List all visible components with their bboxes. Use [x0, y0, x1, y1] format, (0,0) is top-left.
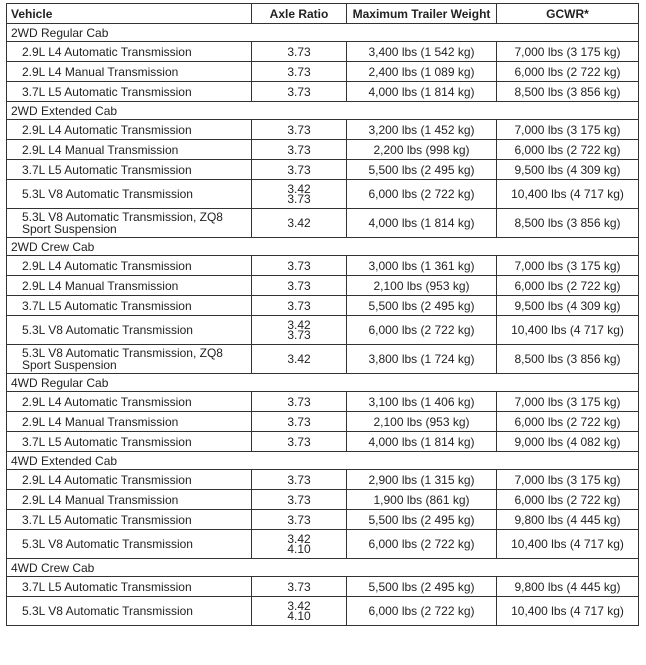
max-trailer-weight-cell: 6,000 lbs (2 722 kg) [347, 316, 497, 345]
table-row [7, 42, 639, 62]
engine-cell: 5.3L V8 Automatic Transmission [7, 316, 252, 345]
axle-ratio-value: 3.73 [287, 278, 311, 293]
gcwr-cell: 6,000 lbs (2 722 kg) [497, 62, 639, 82]
engine-cell: 3.7L L5 Automatic Transmission [7, 160, 252, 180]
table-row [7, 120, 639, 140]
axle-ratio-cell [252, 82, 347, 102]
engine-cell: 5.3L V8 Automatic Transmission [7, 530, 252, 559]
max-trailer-weight-cell: 2,400 lbs (1 089 kg) [347, 62, 497, 82]
table-row [7, 62, 639, 82]
group-row [7, 452, 639, 470]
max-trailer-weight-cell: 4,000 lbs (1 814 kg) [347, 209, 497, 238]
max-trailer-weight-cell: 6,000 lbs (2 722 kg) [347, 597, 497, 626]
axle-ratio-cell [252, 140, 347, 160]
engine-cell: 3.7L L5 Automatic Transmission [7, 432, 252, 452]
max-trailer-weight-cell: 6,000 lbs (2 722 kg) [347, 530, 497, 559]
engine-cell: 2.9L L4 Manual Transmission [7, 140, 252, 160]
engine-cell: 2.9L L4 Automatic Transmission [7, 256, 252, 276]
axle-ratio-value: 4.10 [287, 542, 311, 556]
max-trailer-weight-cell: 5,500 lbs (2 495 kg) [347, 296, 497, 316]
group-row [7, 374, 639, 392]
table-row [7, 209, 639, 238]
group-title: 4WD Regular Cab [7, 374, 639, 392]
group-title: 2WD Extended Cab [7, 102, 639, 120]
table-row [7, 160, 639, 180]
max-trailer-weight-cell: 3,400 lbs (1 542 kg) [347, 42, 497, 62]
max-trailer-weight-cell: 5,500 lbs (2 495 kg) [347, 160, 497, 180]
axle-ratio-value: 3.73 [287, 64, 311, 79]
gcwr-cell: 8,500 lbs (3 856 kg) [497, 209, 639, 238]
gcwr-cell: 9,800 lbs (4 445 kg) [497, 510, 639, 530]
table-row [7, 530, 639, 559]
gcwr-cell: 7,000 lbs (3 175 kg) [497, 256, 639, 276]
axle-ratio-cell [252, 62, 347, 82]
axle-ratio-cell [252, 209, 347, 238]
gcwr-cell: 9,000 lbs (4 082 kg) [497, 432, 639, 452]
engine-cell: 3.7L L5 Automatic Transmission [7, 577, 252, 597]
table-row [7, 432, 639, 452]
axle-ratio-value: 3.73 [287, 122, 311, 137]
engine-cell: 2.9L L4 Manual Transmission [7, 412, 252, 432]
axle-ratio-value: 3.73 [287, 84, 311, 99]
engine-cell: 3.7L L5 Automatic Transmission [7, 296, 252, 316]
axle-ratio-value: 3.73 [287, 492, 311, 507]
max-trailer-weight-cell: 1,900 lbs (861 kg) [347, 490, 497, 510]
axle-ratio-value: 3.42 [287, 182, 311, 196]
max-trailer-weight-cell: 2,900 lbs (1 315 kg) [347, 470, 497, 490]
max-trailer-weight-cell: 3,000 lbs (1 361 kg) [347, 256, 497, 276]
axle-ratio-value: 3.73 [287, 472, 311, 487]
axle-ratio-cell [252, 597, 347, 626]
axle-ratio-value: 3.73 [287, 162, 311, 177]
max-trailer-weight-cell: 4,000 lbs (1 814 kg) [347, 432, 497, 452]
gcwr-cell: 6,000 lbs (2 722 kg) [497, 490, 639, 510]
table-row [7, 296, 639, 316]
header-max-trailer-weight: Maximum Trailer Weight [347, 4, 497, 24]
group-title: 4WD Crew Cab [7, 559, 639, 577]
max-trailer-weight-cell: 4,000 lbs (1 814 kg) [347, 82, 497, 102]
gcwr-cell: 7,000 lbs (3 175 kg) [497, 120, 639, 140]
engine-cell: 5.3L V8 Automatic Transmission, ZQ8 Sport Suspension [7, 209, 252, 238]
gcwr-cell: 7,000 lbs (3 175 kg) [497, 42, 639, 62]
axle-ratio-cell [252, 412, 347, 432]
axle-ratio-value: 3.73 [287, 434, 311, 449]
axle-ratio-cell [252, 42, 347, 62]
table-row [7, 577, 639, 597]
group-row [7, 238, 639, 256]
engine-cell: 3.7L L5 Automatic Transmission [7, 510, 252, 530]
axle-ratio-value: 3.73 [287, 512, 311, 527]
axle-ratio-cell [252, 160, 347, 180]
gcwr-cell: 7,000 lbs (3 175 kg) [497, 392, 639, 412]
table-row [7, 470, 639, 490]
gcwr-cell: 6,000 lbs (2 722 kg) [497, 412, 639, 432]
axle-ratio-value: 3.42 [287, 352, 311, 366]
axle-ratio-cell [252, 345, 347, 374]
table-body [7, 24, 639, 626]
engine-cell: 2.9L L4 Automatic Transmission [7, 470, 252, 490]
axle-ratio-cell [252, 510, 347, 530]
gcwr-cell: 7,000 lbs (3 175 kg) [497, 470, 639, 490]
table-row [7, 597, 639, 626]
axle-ratio-value: 4.10 [287, 609, 311, 623]
group-title: 2WD Regular Cab [7, 24, 639, 42]
max-trailer-weight-cell: 3,100 lbs (1 406 kg) [347, 392, 497, 412]
gcwr-cell: 9,800 lbs (4 445 kg) [497, 577, 639, 597]
gcwr-cell: 6,000 lbs (2 722 kg) [497, 140, 639, 160]
engine-cell: 5.3L V8 Automatic Transmission [7, 597, 252, 626]
axle-ratio-cell [252, 432, 347, 452]
max-trailer-weight-cell: 2,100 lbs (953 kg) [347, 412, 497, 432]
engine-cell: 3.7L L5 Automatic Transmission [7, 82, 252, 102]
max-trailer-weight-cell: 6,000 lbs (2 722 kg) [347, 180, 497, 209]
gcwr-cell: 8,500 lbs (3 856 kg) [497, 82, 639, 102]
engine-cell: 2.9L L4 Automatic Transmission [7, 392, 252, 412]
group-row [7, 102, 639, 120]
table-row [7, 345, 639, 374]
engine-cell: 2.9L L4 Manual Transmission [7, 276, 252, 296]
gcwr-cell: 10,400 lbs (4 717 kg) [497, 180, 639, 209]
max-trailer-weight-cell: 5,500 lbs (2 495 kg) [347, 510, 497, 530]
table-row [7, 180, 639, 209]
axle-ratio-value: 3.73 [287, 579, 311, 594]
table-row [7, 256, 639, 276]
gcwr-cell: 8,500 lbs (3 856 kg) [497, 345, 639, 374]
header-gcwr: GCWR* [497, 4, 639, 24]
axle-ratio-value: 3.73 [287, 414, 311, 429]
axle-ratio-value: 3.73 [287, 142, 311, 157]
header-axle-ratio: Axle Ratio [252, 4, 347, 24]
engine-cell: 2.9L L4 Manual Transmission [7, 62, 252, 82]
axle-ratio-value: 3.73 [287, 258, 311, 273]
header-vehicle: Vehicle [7, 4, 252, 24]
axle-ratio-cell [252, 530, 347, 559]
gcwr-cell: 10,400 lbs (4 717 kg) [497, 597, 639, 626]
table-row [7, 490, 639, 510]
axle-ratio-cell [252, 180, 347, 209]
table-row [7, 82, 639, 102]
axle-ratio-value: 3.73 [287, 192, 311, 206]
axle-ratio-cell [252, 276, 347, 296]
axle-ratio-cell [252, 296, 347, 316]
axle-ratio-cell [252, 490, 347, 510]
max-trailer-weight-cell: 2,100 lbs (953 kg) [347, 276, 497, 296]
axle-ratio-cell [252, 316, 347, 345]
table-row [7, 510, 639, 530]
group-row [7, 24, 639, 42]
axle-ratio-cell [252, 392, 347, 412]
max-trailer-weight-cell: 3,200 lbs (1 452 kg) [347, 120, 497, 140]
engine-cell: 5.3L V8 Automatic Transmission [7, 180, 252, 209]
group-title: 4WD Extended Cab [7, 452, 639, 470]
axle-ratio-value: 3.42 [287, 599, 311, 613]
engine-cell: 2.9L L4 Automatic Transmission [7, 42, 252, 62]
axle-ratio-cell [252, 120, 347, 140]
engine-cell: 5.3L V8 Automatic Transmission, ZQ8 Sport Suspension [7, 345, 252, 374]
table-row [7, 412, 639, 432]
max-trailer-weight-cell: 3,800 lbs (1 724 kg) [347, 345, 497, 374]
engine-cell: 2.9L L4 Manual Transmission [7, 490, 252, 510]
axle-ratio-value: 3.73 [287, 394, 311, 409]
table-row [7, 392, 639, 412]
axle-ratio-value: 3.73 [287, 298, 311, 313]
towing-spec-table [6, 3, 639, 626]
axle-ratio-value: 3.42 [287, 532, 311, 546]
gcwr-cell: 10,400 lbs (4 717 kg) [497, 530, 639, 559]
engine-cell: 2.9L L4 Automatic Transmission [7, 120, 252, 140]
axle-ratio-cell [252, 577, 347, 597]
gcwr-cell: 9,500 lbs (4 309 kg) [497, 160, 639, 180]
gcwr-cell: 6,000 lbs (2 722 kg) [497, 276, 639, 296]
axle-ratio-cell [252, 256, 347, 276]
axle-ratio-value: 3.73 [287, 328, 311, 342]
table-row [7, 316, 639, 345]
table-row [7, 140, 639, 160]
group-title: 2WD Crew Cab [7, 238, 639, 256]
table-row [7, 276, 639, 296]
gcwr-cell: 10,400 lbs (4 717 kg) [497, 316, 639, 345]
axle-ratio-value: 3.42 [287, 216, 311, 230]
header-row [7, 4, 639, 24]
axle-ratio-value: 3.73 [287, 44, 311, 59]
gcwr-cell: 9,500 lbs (4 309 kg) [497, 296, 639, 316]
group-row [7, 559, 639, 577]
max-trailer-weight-cell: 5,500 lbs (2 495 kg) [347, 577, 497, 597]
axle-ratio-cell [252, 470, 347, 490]
axle-ratio-value: 3.42 [287, 318, 311, 332]
max-trailer-weight-cell: 2,200 lbs (998 kg) [347, 140, 497, 160]
